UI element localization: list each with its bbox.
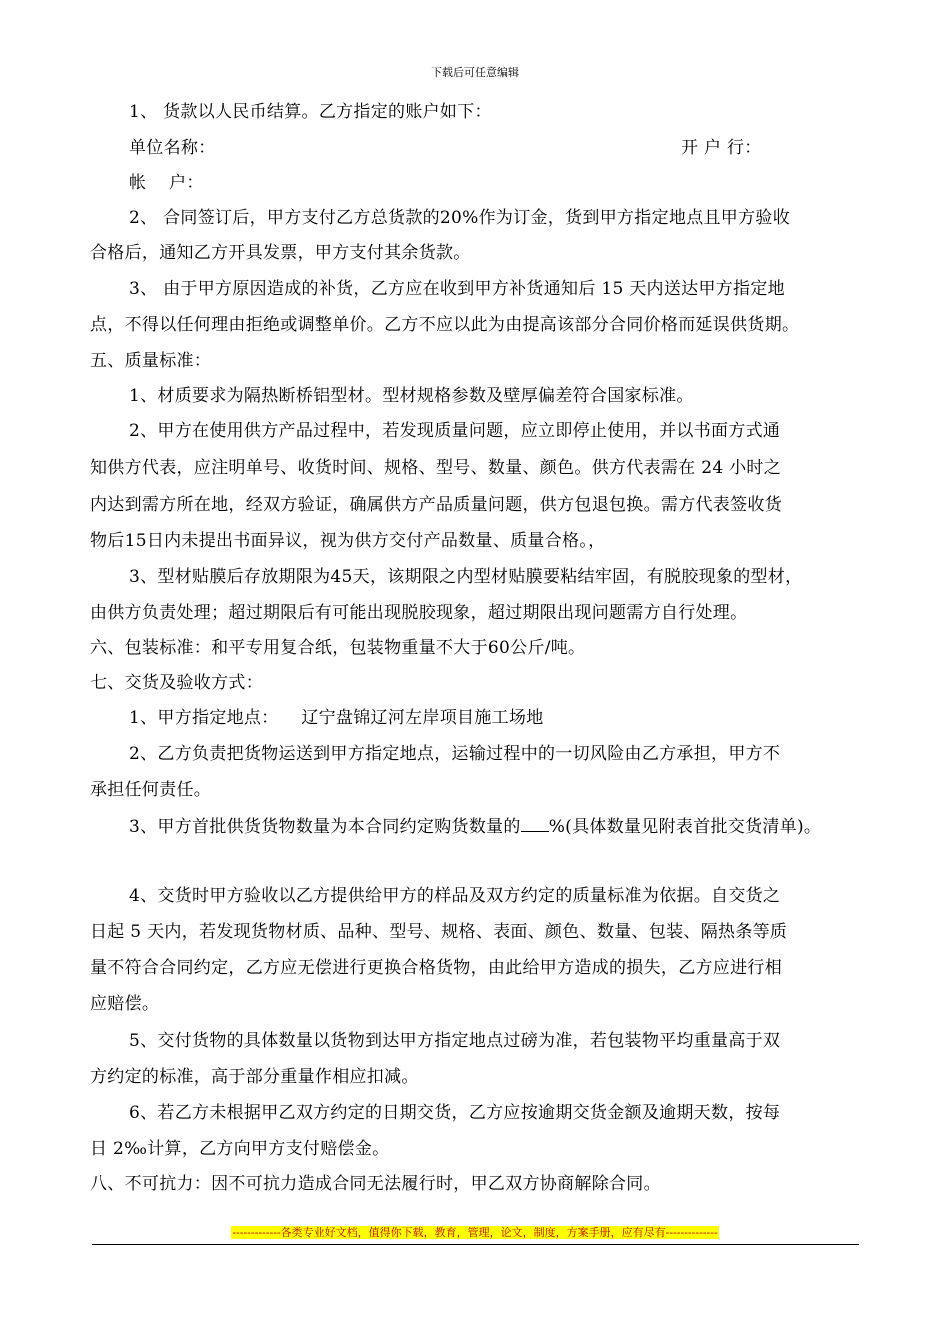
- clause-line: 1、甲方指定地点： 辽宁盘锦辽河左岸项目施工场地: [129, 708, 544, 728]
- clause-line: 1、材质要求为隔热断桥铝型材。型材规格参数及壁厚偏差符合国家标准。: [129, 386, 694, 406]
- clause-line: 5、交付货物的具体数量以货物到达甲方指定地点过磅为准，若包装物平均重量高于双: [129, 1031, 781, 1051]
- clause-line: [129, 815, 821, 838]
- clause-line: 日起 5 天内，若发现货物材质、品种、型号、规格、表面、颜色、数量、包装、隔热条等质: [90, 922, 788, 942]
- clause-line: 内达到需方所在地，经双方验证，确属供方产品质量问题，供方包退包换。需方代表签收货: [90, 495, 782, 515]
- clause-line: 3、型材贴膜后存放期限为45天，该期限之内型材贴膜要粘结牢固，有脱胶现象的型材，: [129, 567, 803, 587]
- footer-banner: [0, 1226, 950, 1240]
- clause-line: 合格后，通知乙方开具发票，甲方支付其余货款。: [90, 243, 471, 263]
- clause-line: 1、 货款以人民币结算。乙方指定的账户如下：: [129, 102, 492, 122]
- section-heading: 八、不可抗力：因不可抗力造成合同无法履行时，甲乙双方协商解除合同。: [90, 1174, 661, 1194]
- section-heading: 五、质量标准：: [90, 351, 212, 371]
- clause-line: 2、 合同签订后，甲方支付乙方总货款的20%作为订金，货到甲方指定地点且甲方验收: [129, 208, 791, 228]
- section-heading: 七、交货及验收方式：: [90, 673, 263, 693]
- clause-line: 量不符合合同约定，乙方应无偿进行更换合格货物，由此给甲方造成的损失，乙方应进行相: [90, 958, 782, 978]
- clause-line: 6、若乙方未根据甲乙双方约定的日期交货，乙方应按逾期交货金额及逾期天数，按每: [129, 1103, 781, 1123]
- clause-line: 应赔偿。: [90, 994, 160, 1014]
- first-batch-text-tail: %(具体数量见附表首批交货清单)。: [548, 817, 822, 837]
- clause-line: 知供方代表，应注明单号、收货时间、规格、型号、数量、颜色。供方代表需在 24 小时之: [90, 458, 782, 478]
- clause-line: 承担任何责任。: [90, 780, 212, 800]
- clause-line: 由供方负责处理；超过期限后有可能出现脱胶现象，超过期限出现问题需方自行处理。: [90, 603, 748, 623]
- unit-name-label: 单位名称：: [129, 138, 216, 158]
- clause-line: 方约定的标准，高于部分重量作相应扣减。: [90, 1067, 419, 1087]
- first-batch-text: 3、甲方首批供货货物数量为本合同约定购货数量的: [129, 817, 521, 837]
- footer-rule: [92, 1244, 859, 1245]
- clause-line: 点，不得以任何理由拒绝或调整单价。乙方不应以此为由提高该部分合同价格而延误供货期。: [90, 315, 800, 335]
- account-number-label: 帐 户：: [129, 173, 204, 193]
- section-heading: 六、包装标准：和平专用复合纸，包装物重量不大于60公斤/吨。: [90, 638, 586, 658]
- clause-line: 日 2‰计算，乙方向甲方支付赔偿金。: [90, 1139, 390, 1159]
- account-line: [129, 137, 762, 159]
- clause-line: 2、乙方负责把货物运送到甲方指定地点，运输过程中的一切风险由乙方承担，甲方不: [129, 744, 781, 764]
- clause-line: 4、交货时甲方验收以乙方提供给甲方的样品及双方约定的质量标准为依据。自交货之: [129, 886, 781, 906]
- page-header: 下载后可任意编辑: [431, 66, 519, 79]
- blank-field: [521, 815, 549, 832]
- clause-line: 3、 由于甲方原因造成的补货，乙方应在收到甲方补货通知后 15 天内送达甲方指定地: [129, 279, 785, 299]
- clause-line: 2、甲方在使用供方产品过程中，若发现质量问题，应立即停止使用，并以书面方式通: [129, 421, 781, 441]
- bank-label: 开 户 行：: [681, 138, 762, 158]
- clause-line: 物后15日内未提出书面异议，视为供方交付产品数量、质量合格。，: [90, 531, 606, 551]
- footer-banner-text: -------------各类专业好文档，值得你下载，教育，管理，论文，制度，方案手册，应有尽有--------------: [232, 1226, 718, 1239]
